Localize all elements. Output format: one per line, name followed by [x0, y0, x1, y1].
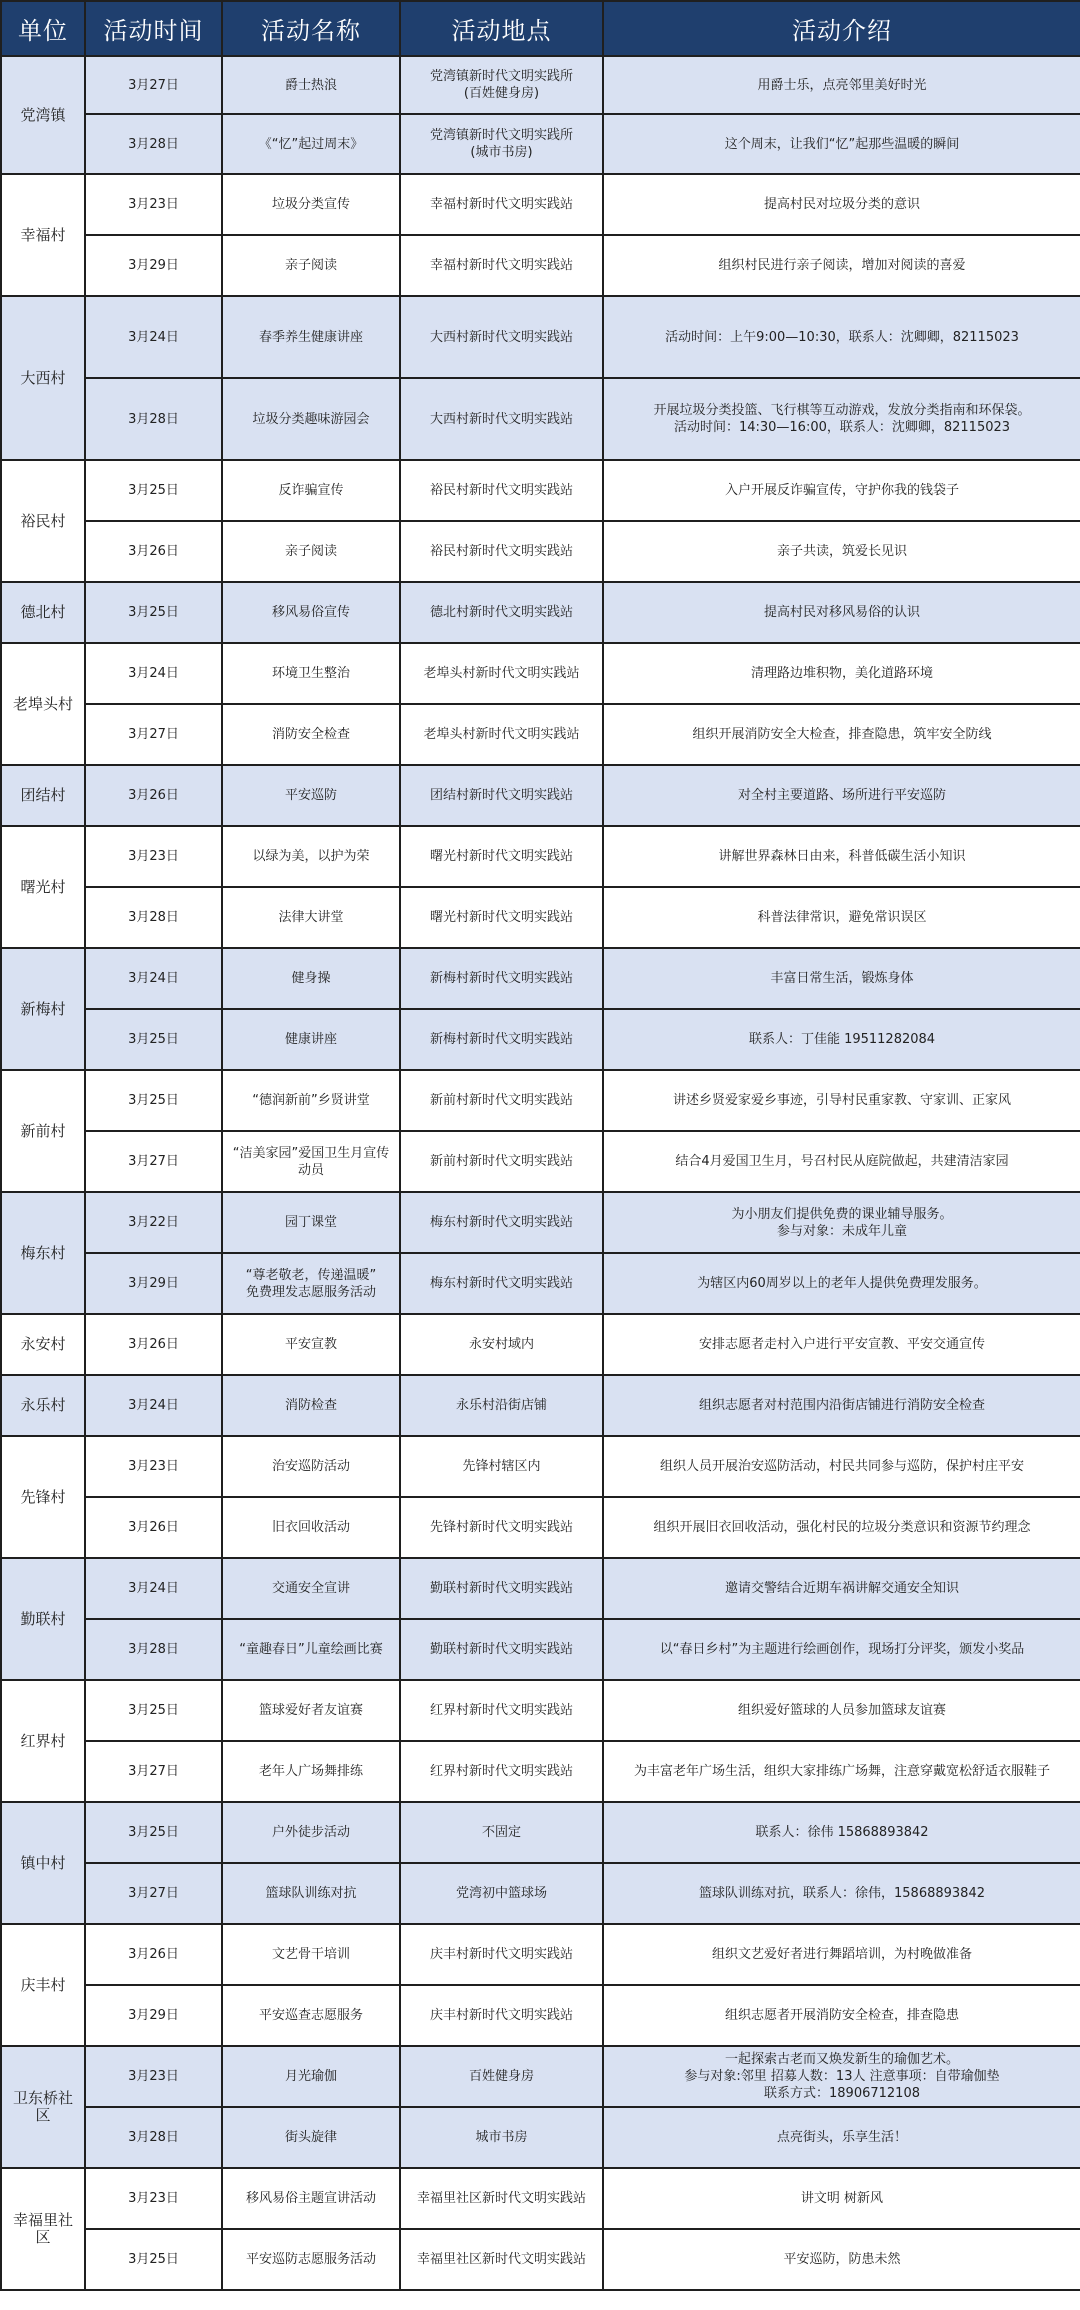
place-cell: 德北村新时代文明实践站	[400, 582, 603, 643]
place-cell: 团结村新时代文明实践站	[400, 765, 603, 826]
name-cell: 春季养生健康讲座	[222, 296, 400, 378]
intro-cell: 提高村民对移风易俗的认识	[603, 582, 1080, 643]
name-cell: 移风易俗宣传	[222, 582, 400, 643]
intro-cell: 组织文艺爱好者进行舞蹈培训，为村晚做准备	[603, 1924, 1080, 1985]
date-cell: 3月26日	[85, 521, 222, 582]
table-row	[1, 2229, 1080, 2290]
date-cell: 3月29日	[85, 235, 222, 296]
intro-cell: 为小朋友们提供免费的课业辅导服务。 参与对象：未成年儿童	[603, 1192, 1080, 1253]
name-cell: 以绿为美，以护为荣	[222, 826, 400, 887]
name-cell: 亲子阅读	[222, 521, 400, 582]
table-row	[1, 1375, 1080, 1436]
place-cell: 曙光村新时代文明实践站	[400, 826, 603, 887]
date-cell: 3月27日	[85, 1131, 222, 1192]
unit-cell: 勤联村	[1, 1558, 85, 1680]
unit-cell: 大西村	[1, 296, 85, 460]
date-cell: 3月26日	[85, 1314, 222, 1375]
table-row	[1, 887, 1080, 948]
name-cell: “洁美家园”爱国卫生月宣传动员	[222, 1131, 400, 1192]
unit-cell: 幸福里社区	[1, 2168, 85, 2290]
table-row	[1, 1924, 1080, 1985]
place-cell: 幸福里社区新时代文明实践站	[400, 2168, 603, 2229]
intro-cell: 联系人：徐伟 15868893842	[603, 1802, 1080, 1863]
name-cell: 移风易俗主题宣讲活动	[222, 2168, 400, 2229]
intro-cell: 组织志愿者开展消防安全检查，排查隐患	[603, 1985, 1080, 2046]
table-row	[1, 1985, 1080, 2046]
unit-cell: 永安村	[1, 1314, 85, 1375]
table-row	[1, 1131, 1080, 1192]
intro-cell: 对全村主要道路、场所进行平安巡防	[603, 765, 1080, 826]
intro-cell: 用爵士乐，点亮邻里美好时光	[603, 56, 1080, 114]
date-cell: 3月27日	[85, 1741, 222, 1802]
table-row	[1, 1741, 1080, 1802]
date-cell: 3月26日	[85, 765, 222, 826]
name-cell: 法律大讲堂	[222, 887, 400, 948]
date-cell: 3月24日	[85, 948, 222, 1009]
date-cell: 3月29日	[85, 1253, 222, 1314]
intro-cell: 讲解世界森林日由来，科普低碳生活小知识	[603, 826, 1080, 887]
name-cell: 交通安全宣讲	[222, 1558, 400, 1619]
place-cell: 梅东村新时代文明实践站	[400, 1192, 603, 1253]
date-cell: 3月25日	[85, 1070, 222, 1131]
place-cell: 幸福村新时代文明实践站	[400, 235, 603, 296]
place-cell: 裕民村新时代文明实践站	[400, 521, 603, 582]
table-row	[1, 235, 1080, 296]
table-row	[1, 460, 1080, 521]
table-row	[1, 582, 1080, 643]
name-cell: 月光瑜伽	[222, 2046, 400, 2107]
name-cell: 《“忆”起过周末》	[222, 114, 400, 174]
table-row	[1, 56, 1080, 114]
intro-cell: 清理路边堆积物，美化道路环境	[603, 643, 1080, 704]
name-cell: 平安宣教	[222, 1314, 400, 1375]
name-cell: 垃圾分类宣传	[222, 174, 400, 235]
table-row	[1, 643, 1080, 704]
name-cell: 消防检查	[222, 1375, 400, 1436]
table-row	[1, 521, 1080, 582]
unit-cell: 幸福村	[1, 174, 85, 296]
unit-cell: 先锋村	[1, 1436, 85, 1558]
unit-cell: 裕民村	[1, 460, 85, 582]
date-cell: 3月24日	[85, 643, 222, 704]
intro-cell: 讲文明 树新风	[603, 2168, 1080, 2229]
intro-cell: 一起探索古老而又焕发新生的瑜伽艺术。 参与对象:邻里 招募人数：13人 注意事项：自带瑜伽垫 联系方式：18906712108	[603, 2046, 1080, 2107]
table-row	[1, 174, 1080, 235]
date-cell: 3月25日	[85, 582, 222, 643]
table-row	[1, 1314, 1080, 1375]
date-cell: 3月25日	[85, 1802, 222, 1863]
name-cell: 治安巡防活动	[222, 1436, 400, 1497]
unit-cell: 梅东村	[1, 1192, 85, 1314]
place-cell: 新梅村新时代文明实践站	[400, 948, 603, 1009]
intro-cell: 这个周末，让我们“忆”起那些温暖的瞬间	[603, 114, 1080, 174]
header-date: 活动时间	[85, 1, 222, 56]
name-cell: 健康讲座	[222, 1009, 400, 1070]
intro-cell: 结合4月爱国卫生月，号召村民从庭院做起，共建清洁家园	[603, 1131, 1080, 1192]
place-cell: 幸福里社区新时代文明实践站	[400, 2229, 603, 2290]
place-cell: 幸福村新时代文明实践站	[400, 174, 603, 235]
table-row	[1, 826, 1080, 887]
place-cell: 曙光村新时代文明实践站	[400, 887, 603, 948]
table-row	[1, 948, 1080, 1009]
name-cell: 篮球队训练对抗	[222, 1863, 400, 1924]
table-row	[1, 2046, 1080, 2107]
place-cell: 新梅村新时代文明实践站	[400, 1009, 603, 1070]
name-cell: 平安巡查志愿服务	[222, 1985, 400, 2046]
table-row	[1, 2107, 1080, 2168]
unit-cell: 团结村	[1, 765, 85, 826]
date-cell: 3月25日	[85, 2229, 222, 2290]
name-cell: 消防安全检查	[222, 704, 400, 765]
place-cell: 党湾初中篮球场	[400, 1863, 603, 1924]
intro-cell: 安排志愿者走村入户进行平安宣教、平安交通宣传	[603, 1314, 1080, 1375]
unit-cell: 庆丰村	[1, 1924, 85, 2046]
name-cell: 户外徒步活动	[222, 1802, 400, 1863]
date-cell: 3月27日	[85, 1863, 222, 1924]
place-cell: 永乐村沿街店铺	[400, 1375, 603, 1436]
unit-cell: 红界村	[1, 1680, 85, 1802]
name-cell: 文艺骨干培训	[222, 1924, 400, 1985]
date-cell: 3月24日	[85, 1375, 222, 1436]
intro-cell: 为丰富老年广场生活，组织大家排练广场舞，注意穿戴宽松舒适衣服鞋子	[603, 1741, 1080, 1802]
table-row	[1, 378, 1080, 460]
place-cell: 红界村新时代文明实践站	[400, 1741, 603, 1802]
date-cell: 3月28日	[85, 2107, 222, 2168]
table-row	[1, 1009, 1080, 1070]
place-cell: 庆丰村新时代文明实践站	[400, 1985, 603, 2046]
header-name: 活动名称	[222, 1, 400, 56]
place-cell: 党湾镇新时代文明实践所 (百姓健身房)	[400, 56, 603, 114]
unit-cell: 卫东桥社区	[1, 2046, 85, 2168]
date-cell: 3月23日	[85, 1436, 222, 1497]
unit-cell: 镇中村	[1, 1802, 85, 1924]
intro-cell: 组织村民进行亲子阅读，增加对阅读的喜爱	[603, 235, 1080, 296]
date-cell: 3月28日	[85, 378, 222, 460]
name-cell: 环境卫生整治	[222, 643, 400, 704]
date-cell: 3月27日	[85, 56, 222, 114]
place-cell: 大西村新时代文明实践站	[400, 296, 603, 378]
place-cell: 勤联村新时代文明实践站	[400, 1619, 603, 1680]
intro-cell: 科普法律常识，避免常识误区	[603, 887, 1080, 948]
table-row	[1, 2168, 1080, 2229]
place-cell: 城市书房	[400, 2107, 603, 2168]
table-row	[1, 114, 1080, 174]
date-cell: 3月23日	[85, 2168, 222, 2229]
table-row	[1, 1497, 1080, 1558]
name-cell: 反诈骗宣传	[222, 460, 400, 521]
intro-cell: 篮球队训练对抗，联系人：徐伟，15868893842	[603, 1863, 1080, 1924]
name-cell: 园丁课堂	[222, 1192, 400, 1253]
intro-cell: 提高村民对垃圾分类的意识	[603, 174, 1080, 235]
place-cell: 党湾镇新时代文明实践所 (城市书房)	[400, 114, 603, 174]
intro-cell: 活动时间：上午9:00—10:30，联系人：沈卿卿，82115023	[603, 296, 1080, 378]
place-cell: 红界村新时代文明实践站	[400, 1680, 603, 1741]
intro-cell: 入户开展反诈骗宣传，守护你我的钱袋子	[603, 460, 1080, 521]
name-cell: “童趣春日”儿童绘画比赛	[222, 1619, 400, 1680]
unit-cell: 新梅村	[1, 948, 85, 1070]
place-cell: 百姓健身房	[400, 2046, 603, 2107]
table-row	[1, 1802, 1080, 1863]
intro-cell: 组织人员开展治安巡防活动，村民共同参与巡防，保护村庄平安	[603, 1436, 1080, 1497]
table-row	[1, 296, 1080, 378]
place-cell: 老埠头村新时代文明实践站	[400, 704, 603, 765]
intro-cell: 以“春日乡村”为主题进行绘画创作，现场打分评奖，颁发小奖品	[603, 1619, 1080, 1680]
place-cell: 勤联村新时代文明实践站	[400, 1558, 603, 1619]
header-intro: 活动介绍	[603, 1, 1080, 56]
unit-cell: 党湾镇	[1, 56, 85, 174]
header-place: 活动地点	[400, 1, 603, 56]
date-cell: 3月22日	[85, 1192, 222, 1253]
name-cell: 旧衣回收活动	[222, 1497, 400, 1558]
date-cell: 3月24日	[85, 1558, 222, 1619]
intro-cell: 组织开展消防安全大检查，排查隐患，筑牢安全防线	[603, 704, 1080, 765]
date-cell: 3月25日	[85, 1680, 222, 1741]
date-cell: 3月26日	[85, 1497, 222, 1558]
name-cell: 街头旋律	[222, 2107, 400, 2168]
intro-cell: 亲子共读，筑爱长见识	[603, 521, 1080, 582]
place-cell: 永安村域内	[400, 1314, 603, 1375]
table-row	[1, 1680, 1080, 1741]
table-row	[1, 765, 1080, 826]
intro-cell: 点亮街头，乐享生活！	[603, 2107, 1080, 2168]
place-cell: 梅东村新时代文明实践站	[400, 1253, 603, 1314]
unit-cell: 新前村	[1, 1070, 85, 1192]
unit-cell: 永乐村	[1, 1375, 85, 1436]
date-cell: 3月24日	[85, 296, 222, 378]
place-cell: 新前村新时代文明实践站	[400, 1131, 603, 1192]
intro-cell: 组织爱好篮球的人员参加篮球友谊赛	[603, 1680, 1080, 1741]
name-cell: 老年人广场舞排练	[222, 1741, 400, 1802]
header-row	[1, 1, 1080, 56]
date-cell: 3月23日	[85, 826, 222, 887]
header-unit: 单位	[1, 1, 85, 56]
intro-cell: 平安巡防，防患未然	[603, 2229, 1080, 2290]
name-cell: 篮球爱好者友谊赛	[222, 1680, 400, 1741]
table-row	[1, 1253, 1080, 1314]
place-cell: 新前村新时代文明实践站	[400, 1070, 603, 1131]
date-cell: 3月25日	[85, 1009, 222, 1070]
intro-cell: 组织开展旧衣回收活动，强化村民的垃圾分类意识和资源节约理念	[603, 1497, 1080, 1558]
date-cell: 3月28日	[85, 114, 222, 174]
unit-cell: 德北村	[1, 582, 85, 643]
intro-cell: 开展垃圾分类投篮、飞行棋等互动游戏，发放分类指南和环保袋。 活动时间：14:30—16:00，联系人：沈卿卿，82115023	[603, 378, 1080, 460]
unit-cell: 老埠头村	[1, 643, 85, 765]
table-row	[1, 1558, 1080, 1619]
date-cell: 3月23日	[85, 174, 222, 235]
table-row	[1, 1070, 1080, 1131]
place-cell: 裕民村新时代文明实践站	[400, 460, 603, 521]
name-cell: “尊老敬老，传递温暖” 免费理发志愿服务活动	[222, 1253, 400, 1314]
name-cell: 亲子阅读	[222, 235, 400, 296]
unit-cell: 曙光村	[1, 826, 85, 948]
intro-cell: 讲述乡贤爱家爱乡事迹，引导村民重家教、守家训、正家风	[603, 1070, 1080, 1131]
place-cell: 先锋村新时代文明实践站	[400, 1497, 603, 1558]
name-cell: “德润新前”乡贤讲堂	[222, 1070, 400, 1131]
date-cell: 3月28日	[85, 1619, 222, 1680]
table-body	[1, 56, 1080, 2290]
intro-cell: 组织志愿者对村范围内沿街店铺进行消防安全检查	[603, 1375, 1080, 1436]
date-cell: 3月25日	[85, 460, 222, 521]
name-cell: 平安巡防	[222, 765, 400, 826]
date-cell: 3月29日	[85, 1985, 222, 2046]
date-cell: 3月28日	[85, 887, 222, 948]
intro-cell: 联系人：丁佳能 19511282084	[603, 1009, 1080, 1070]
table-row	[1, 1192, 1080, 1253]
place-cell: 先锋村辖区内	[400, 1436, 603, 1497]
place-cell: 大西村新时代文明实践站	[400, 378, 603, 460]
place-cell: 庆丰村新时代文明实践站	[400, 1924, 603, 1985]
name-cell: 平安巡防志愿服务活动	[222, 2229, 400, 2290]
date-cell: 3月26日	[85, 1924, 222, 1985]
intro-cell: 为辖区内60周岁以上的老年人提供免费理发服务。	[603, 1253, 1080, 1314]
name-cell: 垃圾分类趣味游园会	[222, 378, 400, 460]
table-row	[1, 704, 1080, 765]
name-cell: 健身操	[222, 948, 400, 1009]
table-row	[1, 1436, 1080, 1497]
date-cell: 3月27日	[85, 704, 222, 765]
place-cell: 老埠头村新时代文明实践站	[400, 643, 603, 704]
table-row	[1, 1619, 1080, 1680]
intro-cell: 丰富日常生活，锻炼身体	[603, 948, 1080, 1009]
intro-cell: 邀请交警结合近期车祸讲解交通安全知识	[603, 1558, 1080, 1619]
table-row	[1, 1863, 1080, 1924]
name-cell: 爵士热浪	[222, 56, 400, 114]
date-cell: 3月23日	[85, 2046, 222, 2107]
place-cell: 不固定	[400, 1802, 603, 1863]
